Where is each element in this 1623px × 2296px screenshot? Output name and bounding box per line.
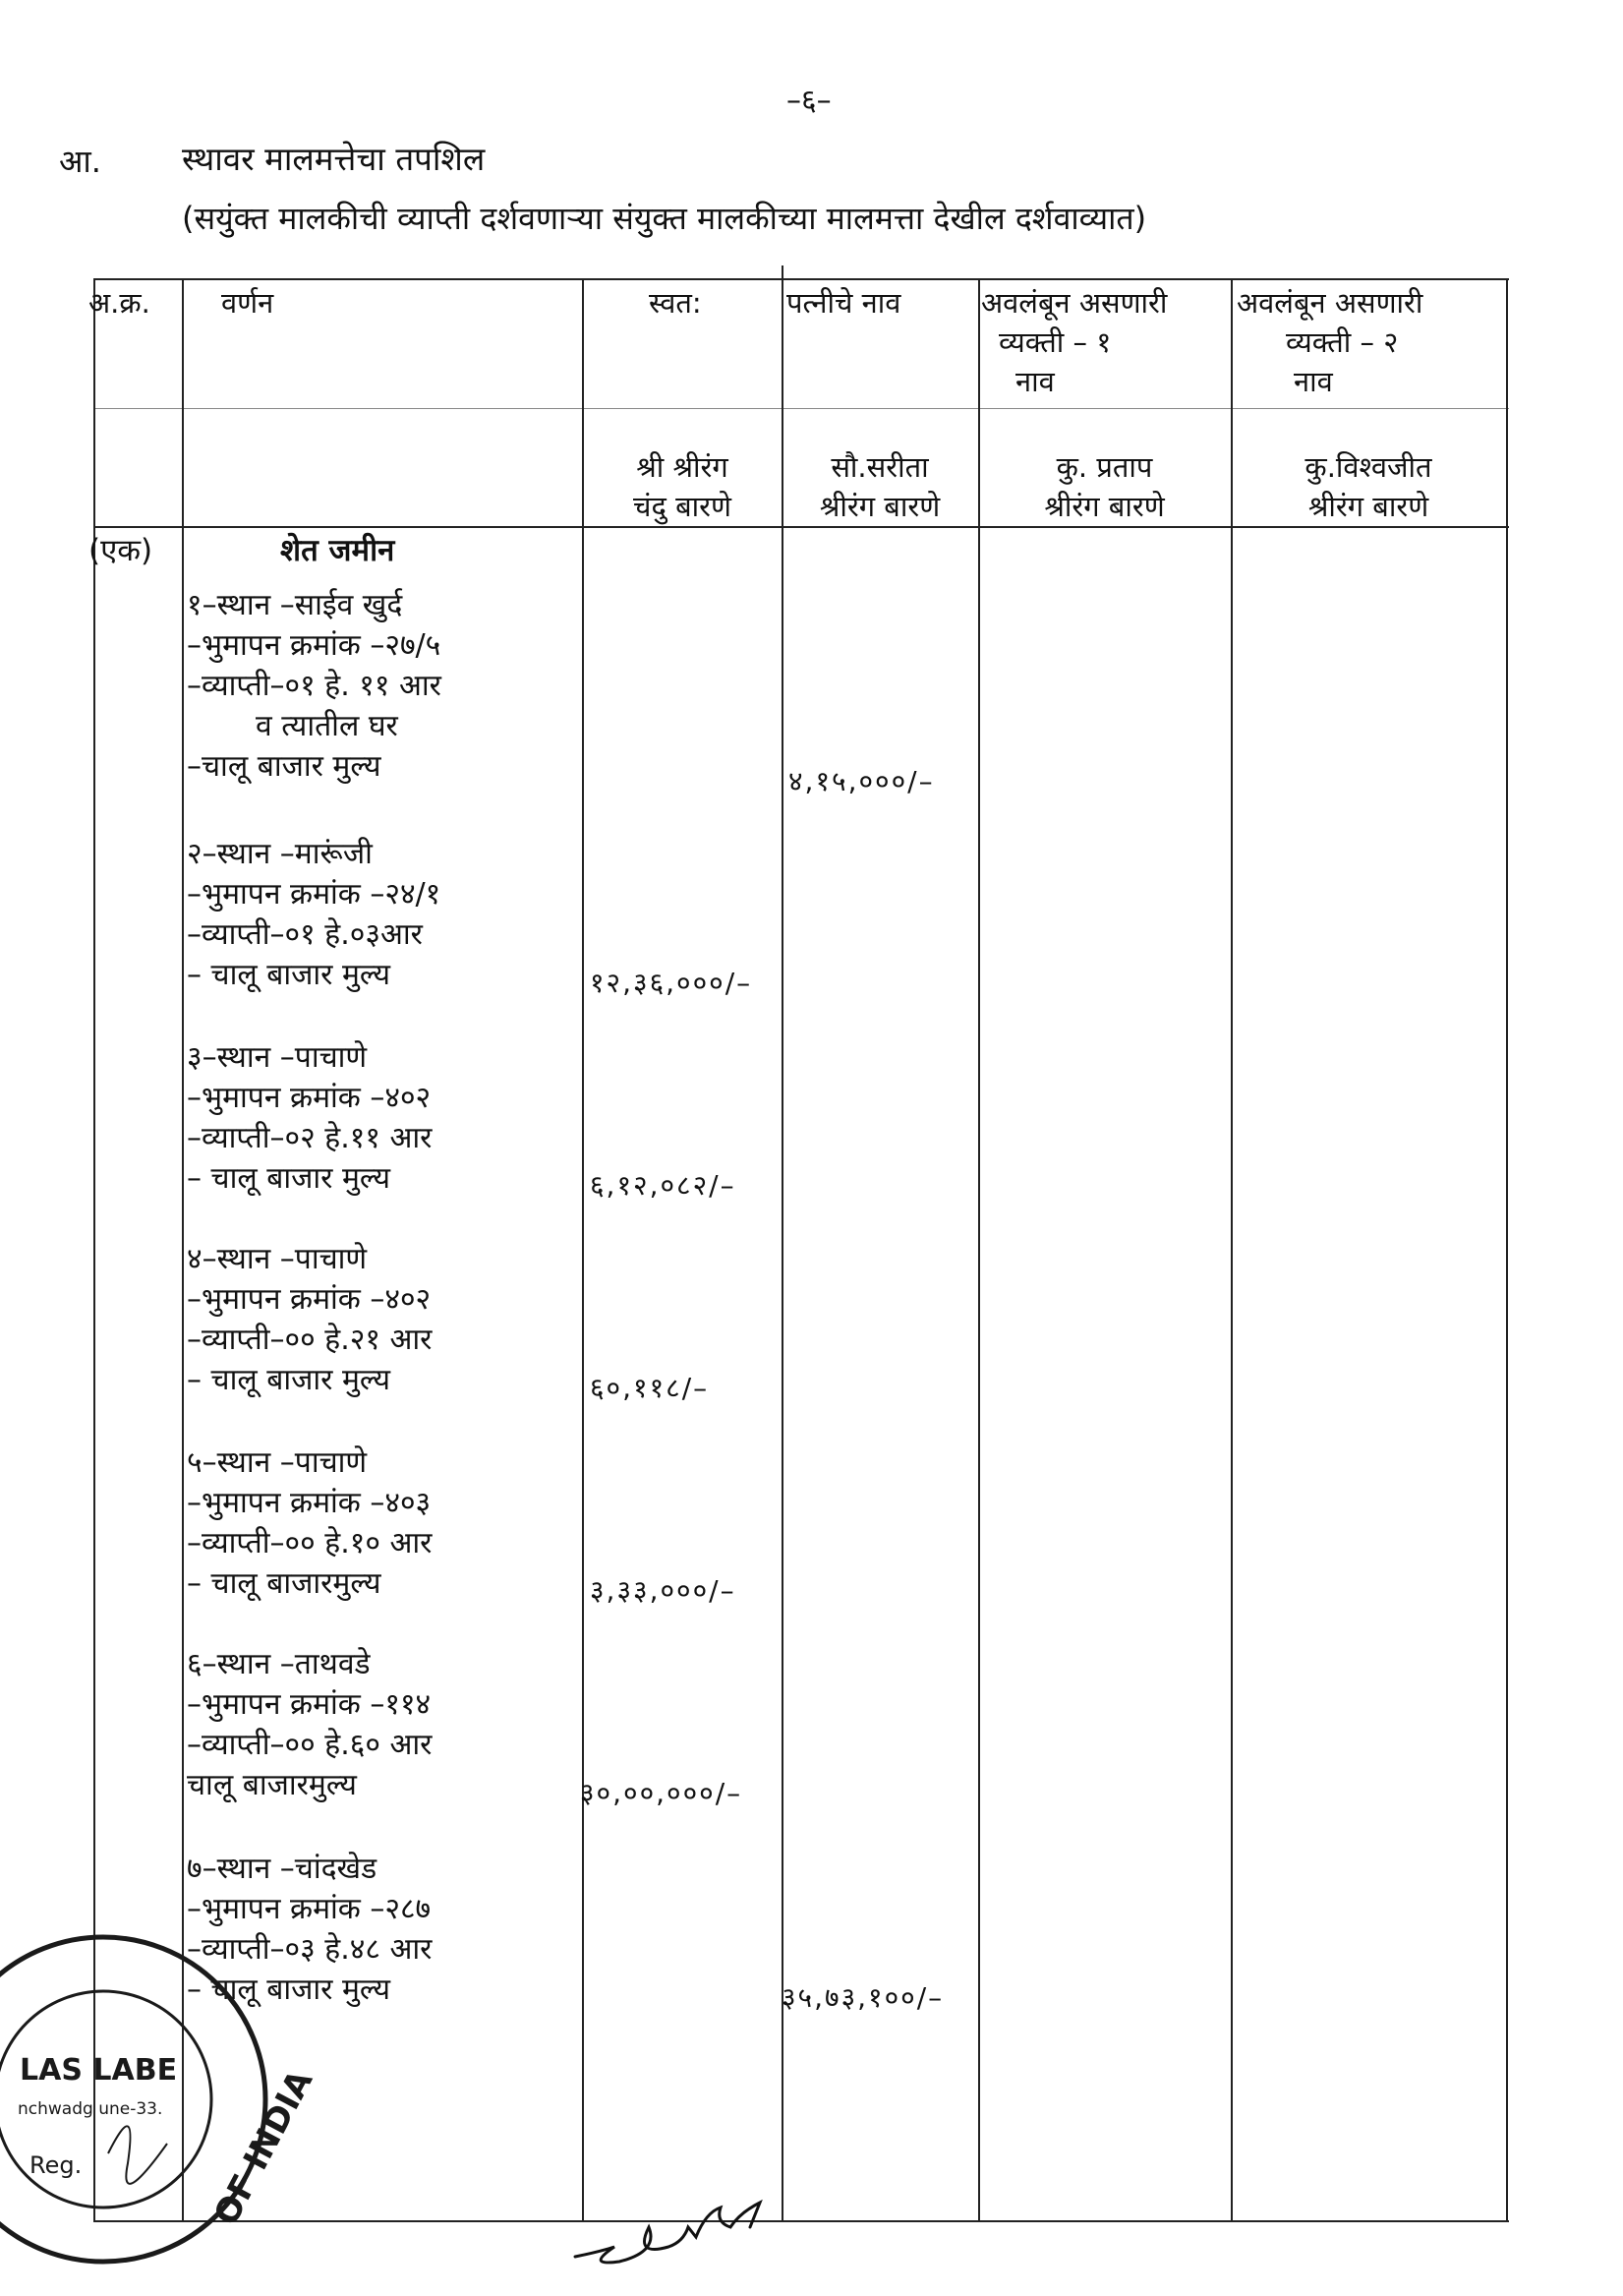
section-subtitle: (सयुंक्त मालकीची व्याप्ती दर्शवणाऱ्या संयुक्त मालकीच्या मालमत्ता देखील दर्शवाव्यात) [182,200,1147,237]
property-2-line: –भुमापन क्रमांक –२४/१ [187,877,441,912]
category-title: शेत जमीन [280,533,395,568]
name-dependent-1-line1: कु. प्रताप [1056,450,1153,484]
section-number: आ. [59,143,101,180]
column-divider-3 [782,265,783,2220]
column-divider-2 [582,278,584,2220]
header-dependent-2-line3: नाव [1294,365,1333,398]
property-5-value: ३,३३,०००/– [590,1574,736,1607]
property-4-line: –व्याप्ती–०० हे.२१ आर [187,1323,433,1357]
property-7-value: ३५,७३,१००/– [782,1981,945,2014]
name-dependent-2-line2: श्रीरंग बारणे [1307,490,1429,523]
header-dependent-1-line2: व्यक्ती – १ [999,325,1112,359]
header-spouse: पत्नीचे नाव [786,286,901,320]
name-dependent-1-line2: श्रीरंग बारणे [1044,490,1165,523]
names-divider [93,526,1509,528]
property-1-value: ४,१५,०००/– [788,765,935,797]
header-divider [93,408,1509,409]
property-1-line: –चालू बाजार मुल्य [187,749,381,784]
property-3-value: ६,१२,०८२/– [590,1169,736,1202]
property-5-line: ५–स्थान –पाचाणे [187,1445,368,1480]
property-5-line: –भुमापन क्रमांक –४०३ [187,1486,432,1520]
property-2 [187,834,440,995]
property-3-line: –व्याप्ती–०२ हे.११ आर [187,1121,433,1155]
header-dependent-1 [981,283,1167,401]
property-1-line: –व्याप्ती–०१ हे. ११ आर [187,669,441,703]
property-7-line: – चालू बाजार मुल्य [187,1972,391,2007]
property-2-line: – चालू बाजार मुल्य [187,958,391,992]
property-4-line: ४–स्थान –पाचाणे [187,1242,368,1276]
stamp-name: LAS LABE [20,2053,178,2088]
property-6-value: ३०,००,०००/– [580,1777,743,1809]
property-2-line: २–स्थान –मारूंजी [187,837,373,871]
name-dependent-1 [980,447,1229,526]
header-dependent-1-line1: अवलंबून असणारी [981,286,1168,320]
name-spouse-line1: सौ.सरीता [831,450,929,484]
property-5-line: –व्याप्ती–०० हे.१० आर [187,1526,433,1560]
property-1-line: व त्यातील घर [256,709,398,743]
property-3-line: – चालू बाजार मुल्य [187,1161,391,1196]
name-dependent-2-line1: कु.विश्वजीत [1304,450,1432,484]
header-self: स्वत: [649,286,702,320]
header-sr: अ.क्र. [88,286,150,320]
signature [570,2188,826,2276]
page-number: –६– [786,84,832,118]
property-1-line: –भुमापन क्रमांक –२७/५ [187,628,441,663]
property-4-line: –भुमापन क्रमांक –४०२ [187,1282,432,1317]
header-dependent-2-line2: व्यक्ती – २ [1286,325,1399,359]
header-dependent-2 [1237,283,1422,401]
name-self-line2: चंदु बारणे [633,490,731,523]
stamp-reg: Reg. [29,2151,83,2179]
property-3 [187,1037,432,1199]
property-6-line: –भुमापन क्रमांक –११४ [187,1687,432,1722]
header-dependent-2-line1: अवलंबून असणारी [1237,286,1423,320]
stamp-india: OF INDIA [206,2063,321,2232]
category-label: (एक) [88,533,153,568]
name-self [586,447,779,526]
property-4-line: – चालू बाजार मुल्य [187,1363,391,1397]
name-self-line1: श्री श्रीरंग [636,450,728,484]
stamp-place: nchwadg une-33. [18,2099,163,2119]
name-spouse-line2: श्रीरंग बारणे [819,490,941,523]
property-2-line: –व्याप्ती–०१ हे.०३आर [187,917,423,952]
property-4 [187,1239,432,1400]
header-description: वर्णन [221,286,274,320]
property-2-value: १२,३६,०००/– [590,967,753,999]
property-7-line: –भुमापन क्रमांक –२८७ [187,1892,432,1926]
property-1 [187,585,441,787]
property-3-line: ३–स्थान –पाचाणे [187,1040,368,1075]
column-divider-right [1506,278,1508,2220]
column-divider-5 [1231,278,1233,2220]
property-5 [187,1442,432,1604]
property-7-line: –व्याप्ती–०३ हे.४८ आर [187,1932,433,1967]
property-1-line: १–स्थान –साईव खुर्द [187,588,403,622]
property-6 [187,1644,432,1805]
section-title: स्थावर मालमत्तेचा तपशिल [182,140,486,178]
name-spouse [783,447,976,526]
table-top-border [93,278,1509,280]
property-6-line: ६–स्थान –ताथवडे [187,1647,371,1681]
property-6-line: –व्याप्ती–०० हे.६० आर [187,1728,433,1762]
property-6-line: चालू बाजारमुल्य [187,1768,357,1802]
property-4-value: ६०,११८/– [590,1372,710,1404]
property-7-line: ७–स्थान –चांदखेड [187,1852,377,1886]
property-5-line: – चालू बाजारमुल्य [187,1566,381,1601]
name-dependent-2 [1233,447,1504,526]
header-dependent-1-line3: नाव [1015,365,1055,398]
property-3-line: –भुमापन क्रमांक –४०२ [187,1081,432,1115]
column-divider-4 [978,278,980,2220]
